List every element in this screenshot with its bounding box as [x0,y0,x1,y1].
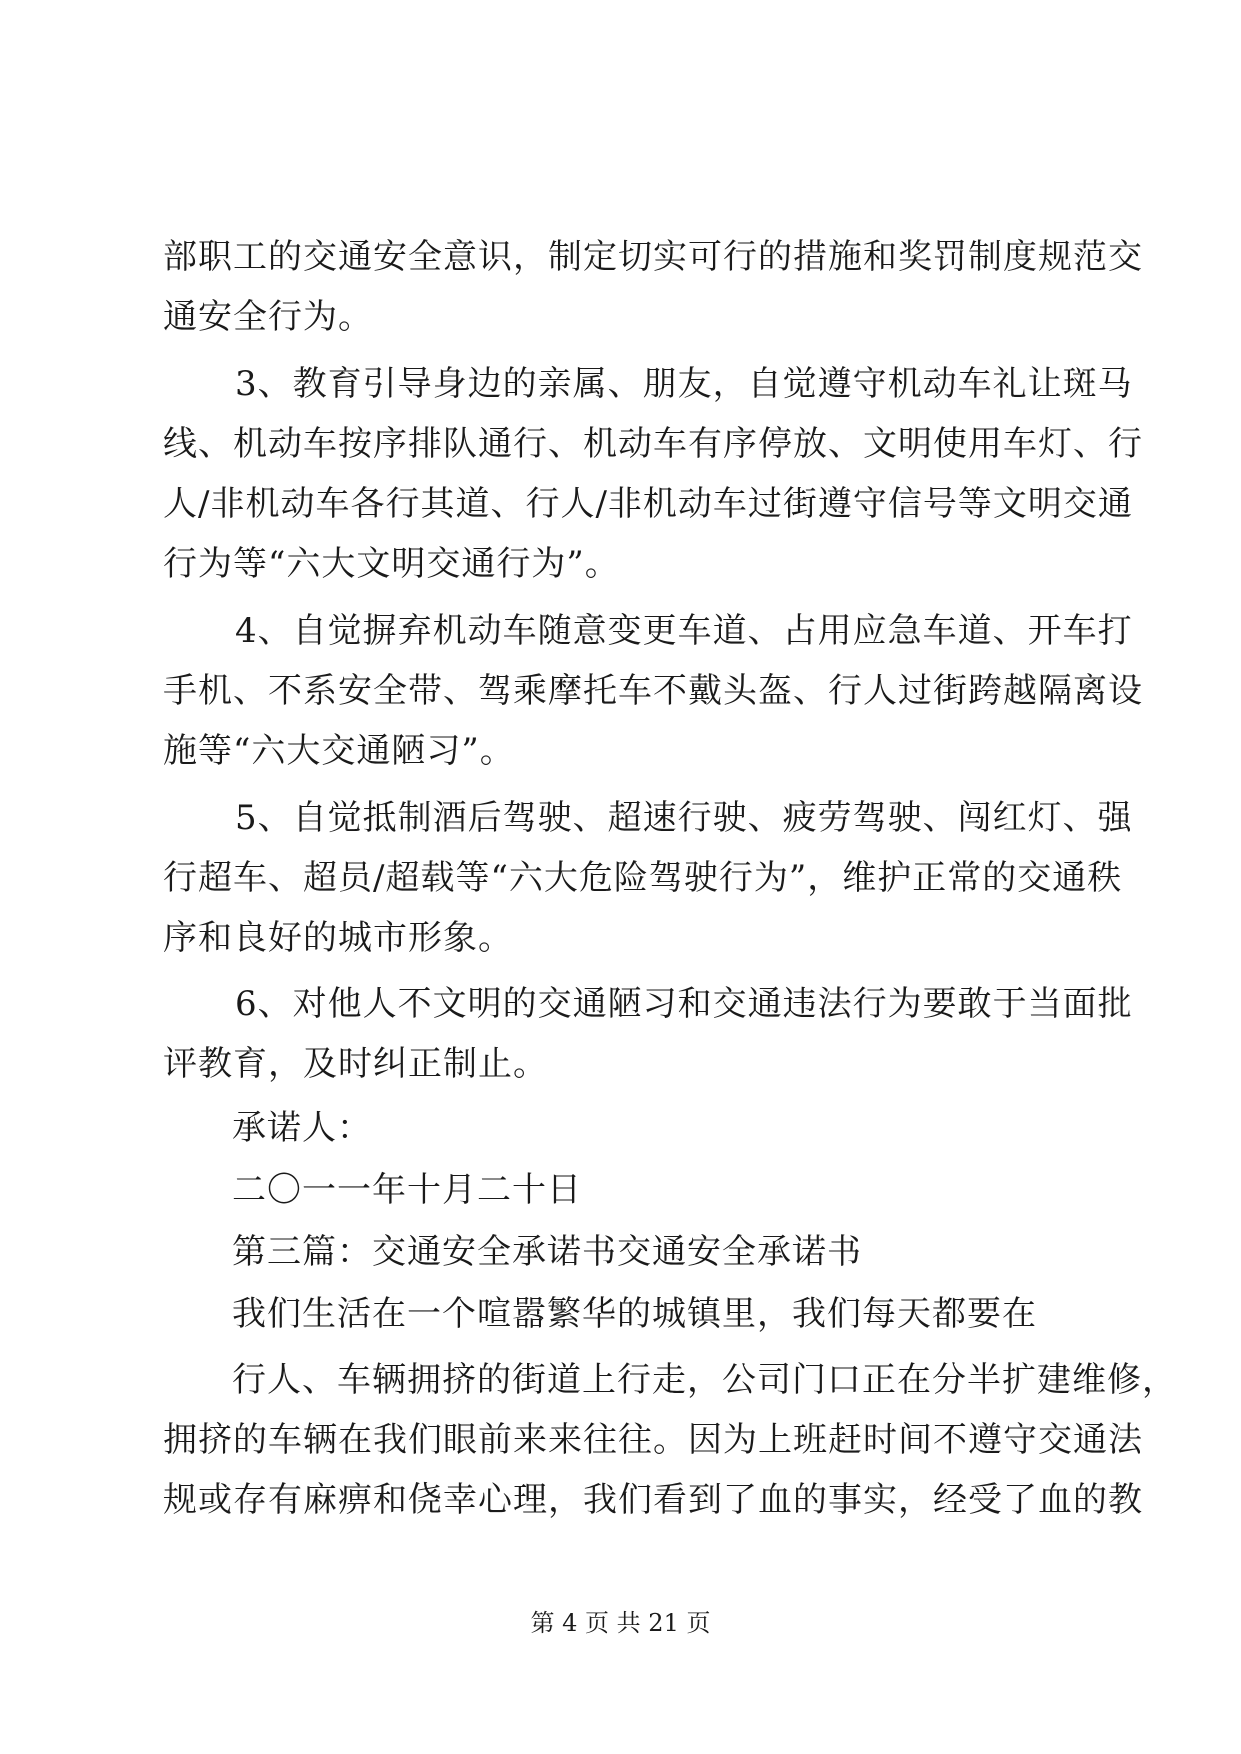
date-line: 二〇一一年十月二十日 [232,1170,582,1210]
text-line: 行人、车辆拥挤的街道上行走，公司门口正在分半扩建维修， [232,1360,1177,1400]
text-line: 部职工的交通安全意识，制定切实可行的措施和奖罚制度规范交 [163,237,1143,277]
text-line: 评教育，及时纠正制止。 [163,1044,548,1084]
page-number-footer: 第 4 页 共 21 页 [530,1609,711,1637]
section-heading: 第三篇：交通安全承诺书交通安全承诺书 [232,1232,862,1272]
text-line: 线、机动车按序排队通行、机动车有序停放、文明使用车灯、行 [163,424,1143,464]
text-line: 人/非机动车各行其道、行人/非机动车过街遵守信号等文明交通 [163,484,1133,524]
text-line: 我们生活在一个喧嚣繁华的城镇里，我们每天都要在 [232,1294,1037,1334]
text-line: 6、对他人不文明的交通陋习和交通违法行为要敢于当面批 [235,984,1133,1024]
text-line: 4、自觉摒弃机动车随意变更车道、占用应急车道、开车打 [235,611,1133,651]
signatory-label: 承诺人： [232,1108,372,1148]
text-line: 通安全行为。 [163,297,373,337]
text-line: 行超车、超员/超载等“六大危险驾驶行为”，维护正常的交通秩 [163,858,1123,898]
text-line: 5、自觉抵制酒后驾驶、超速行驶、疲劳驾驶、闯红灯、强 [235,798,1133,838]
text-line: 3、教育引导身边的亲属、朋友，自觉遵守机动车礼让斑马 [235,364,1133,404]
text-line: 拥挤的车辆在我们眼前来来往往。因为上班赶时间不遵守交通法 [163,1420,1143,1460]
text-line: 序和良好的城市形象。 [163,918,513,958]
text-line: 施等“六大交通陋习”。 [163,731,515,771]
text-line: 规或存有麻痹和侥幸心理，我们看到了血的事实，经受了血的教 [163,1480,1143,1520]
text-line: 手机、不系安全带、驾乘摩托车不戴头盔、行人过街跨越隔离设 [163,671,1143,711]
text-line: 行为等“六大文明交通行为”。 [163,544,620,584]
